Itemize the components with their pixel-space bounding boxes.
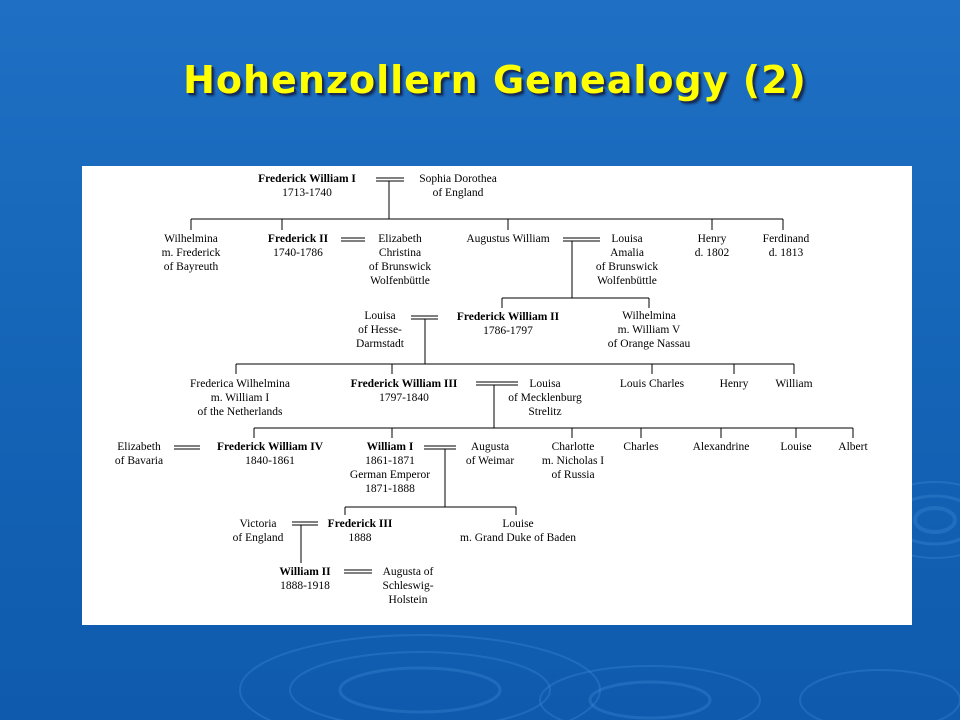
person-frederick-iii: Frederick III 1888 [327,518,393,544]
person-elizabeth-christina: Elizabeth Christina of Brunswick Wolfenbüttle [368,233,432,287]
person-henry: Henry [719,378,749,390]
person-albert: Albert [838,441,868,453]
person-charles: Charles [623,441,659,453]
person-henry-1802: Henry d. 1802 [694,233,730,259]
person-augustus-william: Augustus William [466,233,550,245]
person-william-i: William I 1861-1871 German Emperor 1871-1888 [349,441,431,495]
person-victoria: Victoria of England [232,518,284,544]
person-frederica-wilhelmina: Frederica Wilhelmina m. William I of the Netherlands [190,378,290,418]
slide-title: Hohenzollern Genealogy (2) [183,58,807,102]
person-alexandrine: Alexandrine [692,441,750,453]
person-frederick-william-i: Frederick William I 1713-1740 [258,173,356,199]
person-louis-charles: Louis Charles [619,378,685,390]
genealogy-chart [82,166,912,625]
person-frederick-william-iii: Frederick William III 1797-1840 [350,378,458,404]
person-louise: Louise [780,441,812,453]
person-louise-baden: Louise m. Grand Duke of Baden [460,518,576,544]
person-sophia-dorothea: Sophia Dorothea of England [419,173,497,199]
person-wilhelmina-orange: Wilhelmina m. William V of Orange Nassau [607,310,691,350]
person-ferdinand: Ferdinand d. 1813 [762,233,810,259]
person-louisa-mecklenburg: Louisa of Mecklenburg Strelitz [508,378,582,418]
person-william: William [775,378,813,390]
person-augusta-weimar: Augusta of Weimar [465,441,515,467]
person-frederick-william-iv: Frederick William IV 1840-1861 [216,441,324,467]
person-elizabeth-bavaria: Elizabeth of Bavaria [114,441,164,467]
person-frederick-william-ii: Frederick William II 1786-1797 [456,311,560,337]
person-william-ii: William II 1888-1918 [279,566,331,592]
person-louisa-amalia: Louisa Amalia of Brunswick Wolfenbüttle [595,233,659,287]
person-frederick-ii: Frederick II 1740-1786 [267,233,329,259]
person-louisa-hesse: Louisa of Hesse- Darmstadt [356,310,404,350]
person-augusta-schleswig: Augusta of Schleswig- Holstein [382,566,434,606]
person-wilhelmina-bayreuth: Wilhelmina m. Frederick of Bayreuth [161,233,221,273]
person-charlotte: Charlotte m. Nicholas I of Russia [541,441,605,481]
